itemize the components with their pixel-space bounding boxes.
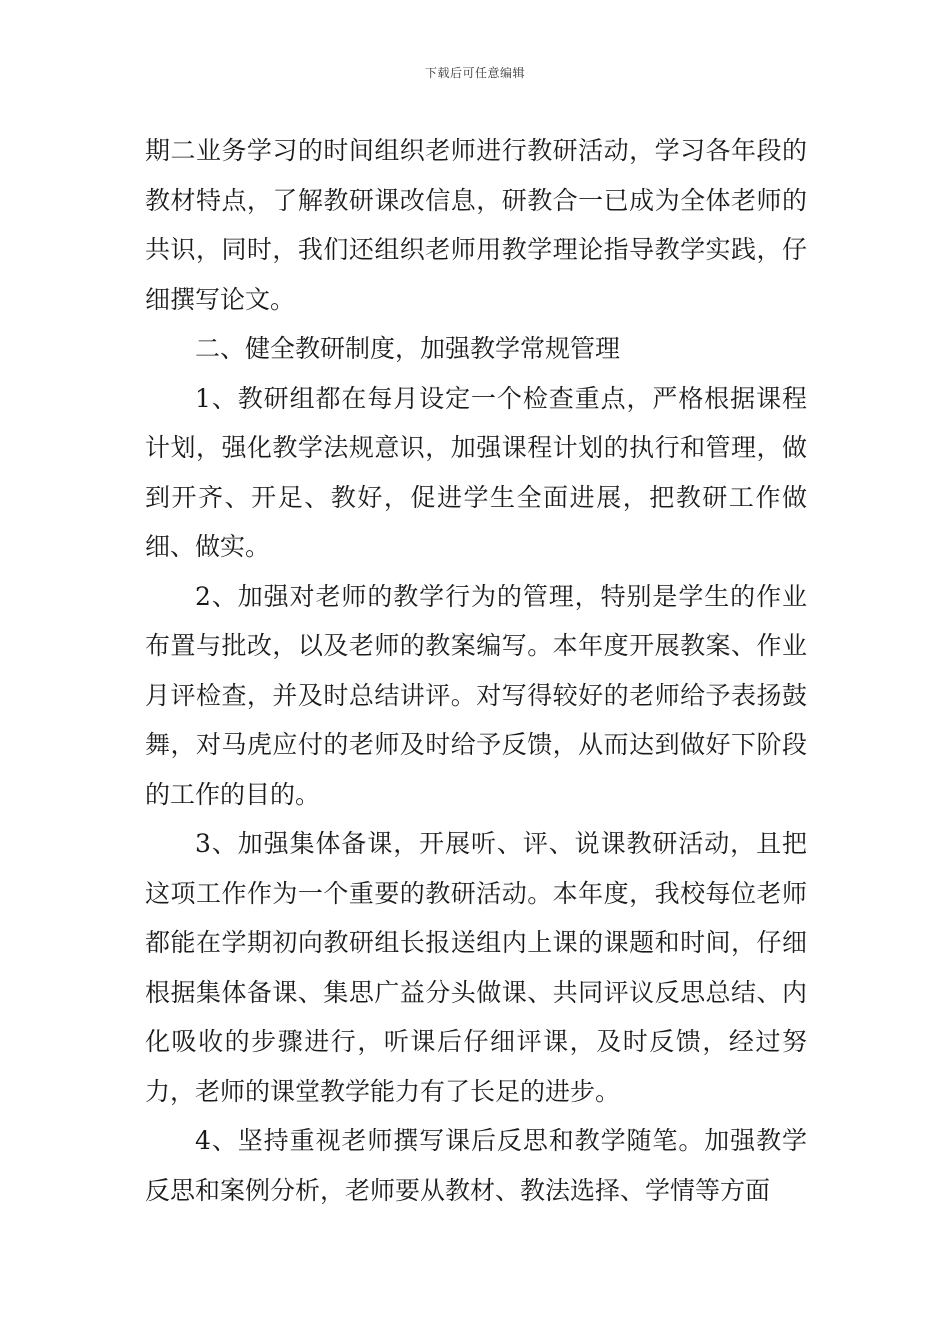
paragraph-item-4: 4、坚持重视老师撰写课后反思和教学随笔。加强教学反思和案例分析，老师要从教材、教法选择、学情等方面: [145, 1126, 807, 1205]
document-body: [145, 126, 807, 1215]
paragraph-continued: 期二业务学习的时间组织老师进行教研活动，学习各年段的教材特点，了解教研课改信息，研教合一已成为全体老师的共识，同时，我们还组织老师用教学理论指导教学实践，仔细撰写论文。: [145, 136, 807, 314]
section-heading-2: 二、健全教研制度，加强教学常规管理: [195, 334, 621, 363]
paragraph-item-2: 2、加强对老师的教学行为的管理，特别是学生的作业布置与批改，以及老师的教案编写。本年度开展教案、作业月评检查，并及时总结讲评。对写得较好的老师给予表扬鼓舞，对马虎应付的老师及时给予反馈，从而达到做好下阶段的工作的目的。: [145, 581, 807, 809]
page-header: 下载后可任意编辑: [424, 66, 525, 80]
paragraph-item-3: 3、加强集体备课，开展听、评、说课教研活动，且把这项工作作为一个重要的教研活动。本年度，我校每位老师都能在学期初向教研组长报送组内上课的课题和时间，仔细根据集体备课、集思广益分头做课、共同评议反思总结、内化吸收的步骤进行，听课后仔细评课，及时反馈，经过努力，老师的课堂教学能力有了长足的进步。: [145, 829, 807, 1106]
paragraph-item-1: 1、教研组都在每月设定一个检查重点，严格根据课程计划，强化教学法规意识，加强课程计划的执行和管理，做到开齐、开足、教好，促进学生全面进展，把教研工作做细、做实。: [145, 383, 807, 561]
